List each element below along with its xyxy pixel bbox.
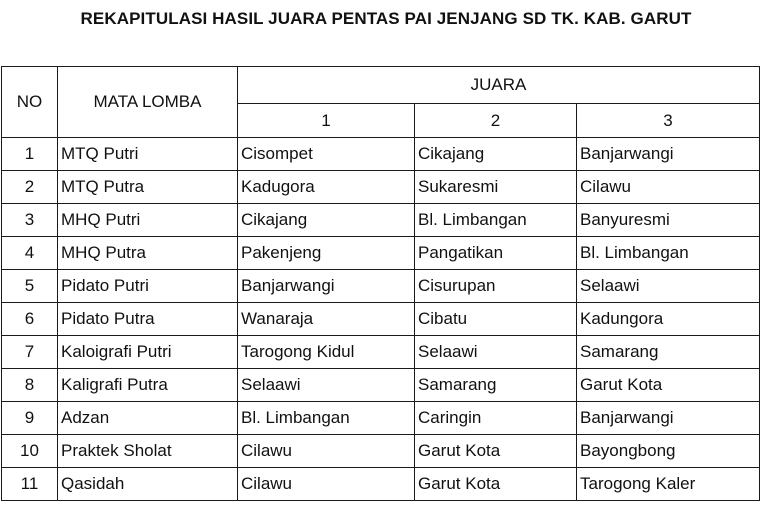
juara-1-cell: Selaawi (238, 369, 415, 402)
juara-2-cell: Pangatikan (415, 237, 577, 270)
table-row (2, 237, 760, 270)
juara-2-cell: Sukaresmi (415, 171, 577, 204)
table-row (2, 270, 760, 303)
row-number-cell: 5 (2, 270, 58, 303)
juara-1-cell: Cisompet (238, 138, 415, 171)
mata-lomba-cell: MTQ Putra (58, 171, 238, 204)
table-row (2, 204, 760, 237)
mata-lomba-cell: MHQ Putra (58, 237, 238, 270)
mata-lomba-cell: Qasidah (58, 468, 238, 501)
row-number-cell: 1 (2, 138, 58, 171)
mata-lomba-cell: Pidato Putra (58, 303, 238, 336)
juara-2-cell: Cikajang (415, 138, 577, 171)
mata-lomba-cell: MTQ Putri (58, 138, 238, 171)
juara-2-cell: Samarang (415, 369, 577, 402)
header-juara: JUARA (238, 67, 760, 104)
table-row (2, 435, 760, 468)
table-row (2, 468, 760, 501)
mata-lomba-cell: Kaloigrafi Putri (58, 336, 238, 369)
mata-lomba-cell: Kaligrafi Putra (58, 369, 238, 402)
juara-3-cell: Banjarwangi (577, 402, 760, 435)
juara-3-cell: Bl. Limbangan (577, 237, 760, 270)
row-number-cell: 10 (2, 435, 58, 468)
juara-1-cell: Bl. Limbangan (238, 402, 415, 435)
row-number-cell: 7 (2, 336, 58, 369)
row-number-cell: 9 (2, 402, 58, 435)
results-table (1, 66, 760, 501)
table-row (2, 369, 760, 402)
table-body (2, 138, 760, 501)
juara-2-cell: Garut Kota (415, 435, 577, 468)
table-row (2, 171, 760, 204)
header-juara-1: 1 (238, 104, 415, 138)
mata-lomba-cell: MHQ Putri (58, 204, 238, 237)
mata-lomba-cell: Pidato Putri (58, 270, 238, 303)
row-number-cell: 2 (2, 171, 58, 204)
juara-3-cell: Selaawi (577, 270, 760, 303)
juara-1-cell: Banjarwangi (238, 270, 415, 303)
juara-2-cell: Caringin (415, 402, 577, 435)
mata-lomba-cell: Praktek Sholat (58, 435, 238, 468)
juara-1-cell: Tarogong Kidul (238, 336, 415, 369)
mata-lomba-cell: Adzan (58, 402, 238, 435)
juara-1-cell: Wanaraja (238, 303, 415, 336)
header-no: NO (2, 67, 58, 138)
header-juara-2: 2 (415, 104, 577, 138)
juara-2-cell: Selaawi (415, 336, 577, 369)
page-title: REKAPITULASI HASIL JUARA PENTAS PAI JENJANG SD TK. KAB. GARUT (80, 9, 692, 28)
juara-1-cell: Pakenjeng (238, 237, 415, 270)
row-number-cell: 3 (2, 204, 58, 237)
row-number-cell: 11 (2, 468, 58, 501)
header-mata-lomba: MATA LOMBA (58, 67, 238, 138)
table-row (2, 303, 760, 336)
juara-3-cell: Cilawu (577, 171, 760, 204)
juara-2-cell: Bl. Limbangan (415, 204, 577, 237)
juara-3-cell: Banyuresmi (577, 204, 760, 237)
juara-2-cell: Cibatu (415, 303, 577, 336)
juara-3-cell: Bayongbong (577, 435, 760, 468)
juara-1-cell: Cilawu (238, 468, 415, 501)
juara-2-cell: Cisurupan (415, 270, 577, 303)
juara-3-cell: Samarang (577, 336, 760, 369)
juara-3-cell: Garut Kota (577, 369, 760, 402)
juara-1-cell: Cilawu (238, 435, 415, 468)
table-row (2, 402, 760, 435)
header-juara-3: 3 (577, 104, 760, 138)
row-number-cell: 8 (2, 369, 58, 402)
juara-2-cell: Garut Kota (415, 468, 577, 501)
juara-3-cell: Kadungora (577, 303, 760, 336)
table-row (2, 138, 760, 171)
juara-3-cell: Banjarwangi (577, 138, 760, 171)
table-row (2, 336, 760, 369)
juara-1-cell: Cikajang (238, 204, 415, 237)
row-number-cell: 6 (2, 303, 58, 336)
row-number-cell: 4 (2, 237, 58, 270)
juara-3-cell: Tarogong Kaler (577, 468, 760, 501)
juara-1-cell: Kadugora (238, 171, 415, 204)
